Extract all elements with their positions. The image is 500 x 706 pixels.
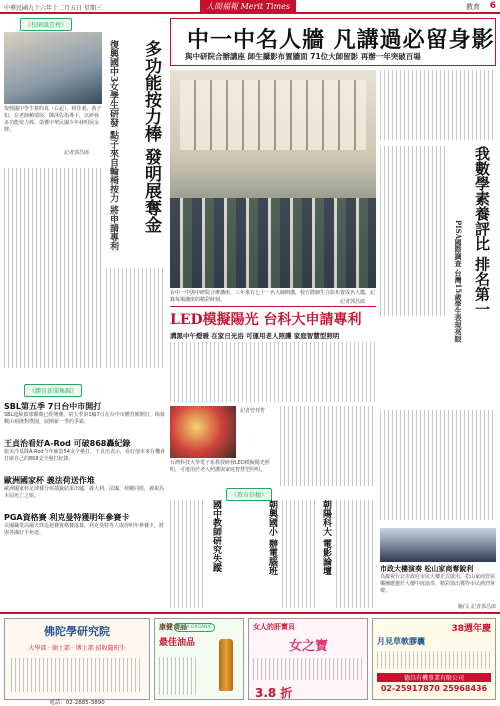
main-story-byline: 記者郭昌郎 [340,299,366,305]
sports-item-title: SBL第五季 7日台中市開打 [4,402,102,411]
sports-item-title: 王貞治看好A-Rod 可破868轟紀錄 [4,439,131,448]
ad-evening-primrose [372,618,496,700]
ad-buddhist-college-title: 佛陀學研究院 [44,625,110,638]
oil-bottle-icon [219,639,233,691]
name-wall-frames [180,80,366,150]
left-feature-body-text-2 [106,268,166,368]
ad-women-health [248,618,368,700]
feature-box-photo [380,528,496,562]
sports-item [4,438,166,471]
sports-item-body: 歐洲國家杯足球賽分組抽籤結果出爐，義大利、法國、荷蘭同組，被視為本屆死亡之組。 [4,486,165,499]
education-news-body-3 [336,500,376,608]
feature-box-body: 為慶祝台北市政府市民大樓正式啟用，松山家商管弦樂團應邀於大樓中庭演奏，精彩演出獲得市民熱烈掌聲。 [380,574,496,594]
ad-evening-primrose-phone-1: 02-25917870 [380,684,440,693]
main-story-subhead: 與中研院合辦講座 師生攝影布置牆面 71位大師留影 再辦一年突破百場 [185,52,421,61]
education-news-tag: 《教育拾穗》 [226,488,272,501]
main-story-photo [170,70,376,288]
sports-item-body: SBL超級籃球聯賽已經開賽，第五季第1輪7日在台中市體育館開打，揭幕戰由裕隆對璞園，展開新一季的爭霸。 [4,412,165,425]
ad-health-oil-body [159,657,199,695]
ad-buddhist-college-line: 大學部 · 碩士部 · 博士部 招收隨班生 [28,645,126,652]
masthead-logo: 人間福報 Merit Times [200,0,296,13]
ad-women-health-price: 3.8 折 [255,686,293,700]
ad-women-health-brand: 女之寶 [289,639,329,654]
masthead-date: 中華民國九十六年十二月五日 星期三 [4,5,102,12]
ad-buddhist-college-phone: 電話：02-2885-3890 [49,700,105,706]
main-story-body-text [380,70,496,140]
right-story-body-text-2 [380,410,496,520]
led-story-photo-caption: 台灣科技大學電子系教授研發LED模擬陽光照明，可運用於老人照護與家庭智慧型照明。 [170,460,270,473]
feature-box [380,528,496,611]
left-feature-photo [4,32,102,104]
led-story-body-text-2 [280,406,376,486]
ad-health-oil-badge: USDA ORGANIC [174,623,215,632]
ad-evening-primrose-phone-2: 25968436 [442,684,488,693]
education-news-item: 朝陽科大 電影論壇 [321,500,331,576]
right-story-subhead: PISA國際調查 台灣15歲學生表現亮眼 [454,220,463,343]
left-feature-tag: 《校園風雲榜》 [20,18,72,31]
left-feature-headline: 多功能按力棒 發明展奪金 [141,40,161,233]
sports-item [4,401,166,434]
sports-item-body: 旅美洋基隊A-Rod今年締造54支全壘打，王貞治表示，看好他未來有機會打破自己的868支全壘打紀錄。 [4,449,165,462]
ad-evening-primrose-company: 德昌有機事業有限公司 [377,673,491,682]
advertisements [0,612,500,706]
ad-evening-primrose-offer: 38週年慶 [451,624,491,634]
main-story-photo-caption: 台中一中與中研院合辦講座，三年來有七十一名大師開講，校方將師生合影布置成名人牆，記錄每場講座的精彩時刻。 [170,290,376,303]
sports-item-body: 美國職業高爾夫球巡迴賽資格賽落幕，利克曼特等人取得明年參賽卡，將與各國好手角逐。 [4,523,165,536]
right-story-body-text [380,146,448,316]
left-feature-byline: 記者郭昌郎 [64,150,90,156]
right-story [380,70,496,590]
left-feature-body-text [4,168,102,368]
ad-evening-primrose-phones [373,684,495,693]
sports-news-tag: 《體育新聞集錦》 [24,384,82,397]
masthead-section: 教育 [466,3,480,11]
ad-evening-primrose-title: 月見草軟膠囊 [377,637,425,646]
ad-evening-primrose-body [377,651,491,669]
ad-health-oil-title: 康健食品 [159,623,187,631]
left-feature-photo-caption: 復興國中學生蔡昀真（右起）、林佳蓁、黃子如，在老師賴瑞展、陳泳佐指導下，以研發多功能按力棒，榮獲中華民國少年發明展金牌。 [4,106,102,133]
feature-box-caption: 市政大樓演奏 松山家商奪銳利 [380,565,474,573]
masthead-page-number: 6 [489,1,496,11]
feature-box-byline: 圖/文 記者郭昌郎 [457,604,496,610]
education-news-body-2 [282,500,316,608]
ad-health-oil [154,618,244,700]
education-news-item: 朝興國小 辦電腦班 [267,500,277,576]
sports-item-title: 歐洲國家杯 義法荷送作堆 [4,476,95,485]
led-story-body-text [170,342,376,402]
group-of-people [170,198,376,288]
led-story-header [170,306,376,338]
education-news-body [170,500,206,608]
led-story-byline: 記者曾邦哲 [240,408,266,414]
ad-buddhist-college-body [11,658,143,692]
led-story-headline: LED模擬陽光 台科大申請專利 [170,312,362,328]
sports-news [4,378,166,608]
sports-item-title: PGA資格賽 利克曼特獲明年參賽卡 [4,513,130,522]
education-news-item: 國中教師研究失蹤 [211,500,221,572]
led-story-subhead: 溝黑中午燈暖 在家日光浴 可運用老人照護 家庭智慧型照明 [170,332,340,340]
education-news [170,500,376,610]
sports-item [4,475,166,508]
left-feature-subhead: 復興國中3女學生研發 點子來自輪椅按力 將申請專利 [108,40,118,251]
led-story-photo [170,406,236,458]
main-story-header [170,18,496,66]
sports-item [4,512,166,545]
ad-buddhist-college [4,618,150,706]
ad-women-health-title: 女人的肝寶貝 [253,623,295,631]
ad-health-oil-product: 最佳油品 [159,638,196,648]
masthead [0,0,500,14]
right-story-headline: 我數學素養評比 排名第一 [473,146,491,317]
ad-women-health-body [253,658,363,680]
main-story-headline: 中一中名人牆 凡講過必留身影 [187,27,495,53]
